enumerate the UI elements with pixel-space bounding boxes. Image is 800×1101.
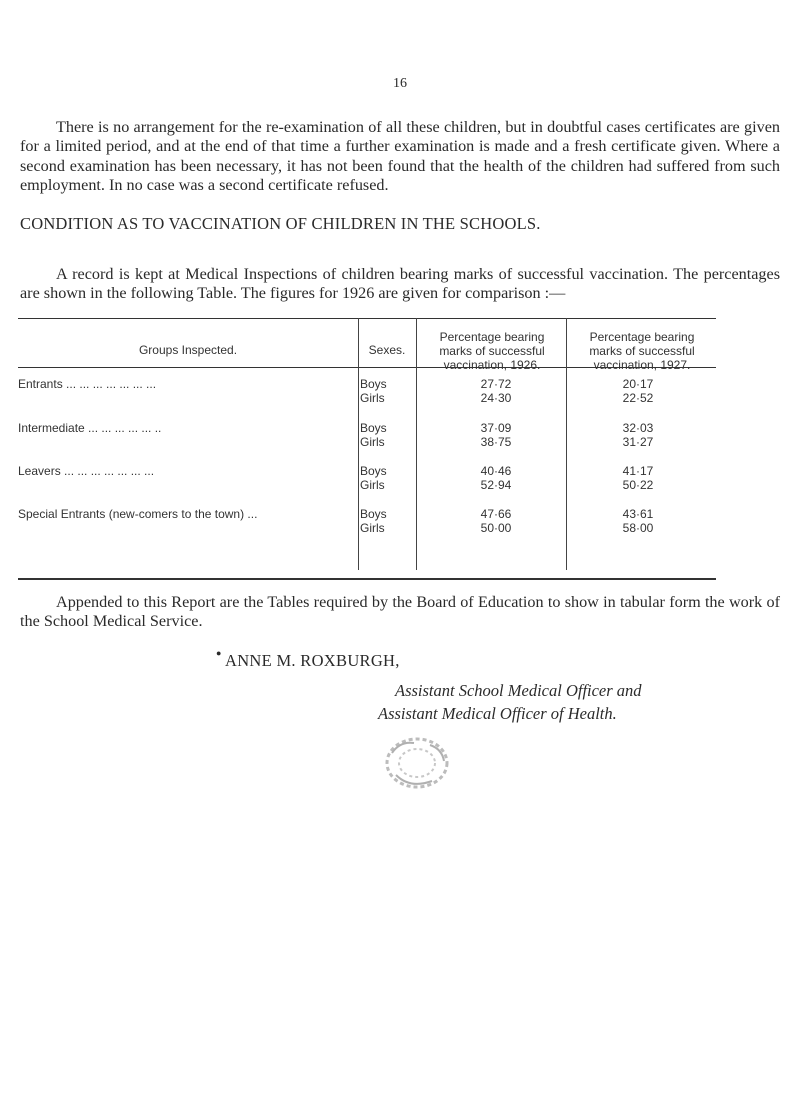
- table-bottom-rule: [18, 578, 716, 580]
- value-1927: 32·03: [622, 421, 654, 435]
- value-1927: 41·17: [622, 464, 654, 478]
- header-groups: Groups Inspected.: [138, 343, 238, 357]
- column-divider: [416, 318, 417, 570]
- value-1926: 52·94: [480, 478, 512, 492]
- value-1926: 47·66: [480, 507, 512, 521]
- group-label: Leavers ... ... ... ... ... ... ...: [18, 464, 155, 478]
- signatory-title-line2: Assistant Medical Officer of Health.: [378, 704, 617, 723]
- sex-label: Girls: [360, 435, 385, 449]
- page-number: 16: [393, 76, 407, 91]
- intro-paragraph: There is no arrangement for the re-examination of all these children, but in doubtful cases certificates are given for a limited period, and at the end of that time a further examination is made and a fresh certificate given. Where a second examination has been necessary, it has not been found that the health of the children had suffered from such employment. In no case was a second certificate refused.: [20, 118, 780, 194]
- appendix-paragraph: Appended to this Report are the Tables required by the Board of Education to show in tabular form the work of the School Medical Service.: [20, 593, 780, 631]
- signatory-title-line1: Assistant School Medical Officer and: [395, 681, 642, 700]
- header-1926: Percentage bearing marks of successful vaccination, 1926.: [439, 330, 545, 372]
- group-label: Special Entrants (new-comers to the town) ...: [18, 507, 258, 521]
- value-1927: 22·52: [622, 391, 654, 405]
- table-top-rule: [18, 318, 716, 319]
- value-1927: 31·27: [622, 435, 654, 449]
- vaccination-paragraph: A record is kept at Medical Inspections of children bearing marks of successful vaccination. The percentages are shown in the following Table. The figures for 1926 are given for comparison :—: [20, 265, 780, 303]
- sex-label: Boys: [360, 421, 387, 435]
- group-label: Intermediate ... ... ... ... ... ..: [18, 421, 162, 435]
- sex-label: Girls: [360, 478, 385, 492]
- value-1926: 24·30: [480, 391, 512, 405]
- sex-label: Boys: [360, 377, 387, 391]
- bullet-mark: ●: [216, 648, 222, 658]
- group-label: Entrants ... ... ... ... ... ... ...: [18, 377, 157, 391]
- value-1926: 40·46: [480, 464, 512, 478]
- sex-label: Girls: [360, 391, 385, 405]
- vaccination-table: [18, 318, 716, 580]
- value-1926: 27·72: [480, 377, 512, 391]
- value-1926: 38·75: [480, 435, 512, 449]
- value-1926: 37·09: [480, 421, 512, 435]
- value-1927: 20·17: [622, 377, 654, 391]
- value-1927: 43·61: [622, 507, 654, 521]
- sex-label: Boys: [360, 507, 387, 521]
- section-heading: CONDITION AS TO VACCINATION OF CHILDREN IN THE SCHOOLS.: [20, 214, 541, 233]
- library-stamp-image: [370, 733, 464, 791]
- sex-label: Girls: [360, 521, 385, 535]
- value-1927: 58·00: [622, 521, 654, 535]
- value-1926: 50·00: [480, 521, 512, 535]
- header-1927: Percentage bearing marks of successful vaccination, 1927.: [589, 330, 695, 372]
- column-divider: [566, 318, 567, 570]
- header-sexes: Sexes.: [368, 343, 406, 357]
- value-1927: 50·22: [622, 478, 654, 492]
- sex-label: Boys: [360, 464, 387, 478]
- signatory-name: ANNE M. ROXBURGH,: [225, 651, 400, 670]
